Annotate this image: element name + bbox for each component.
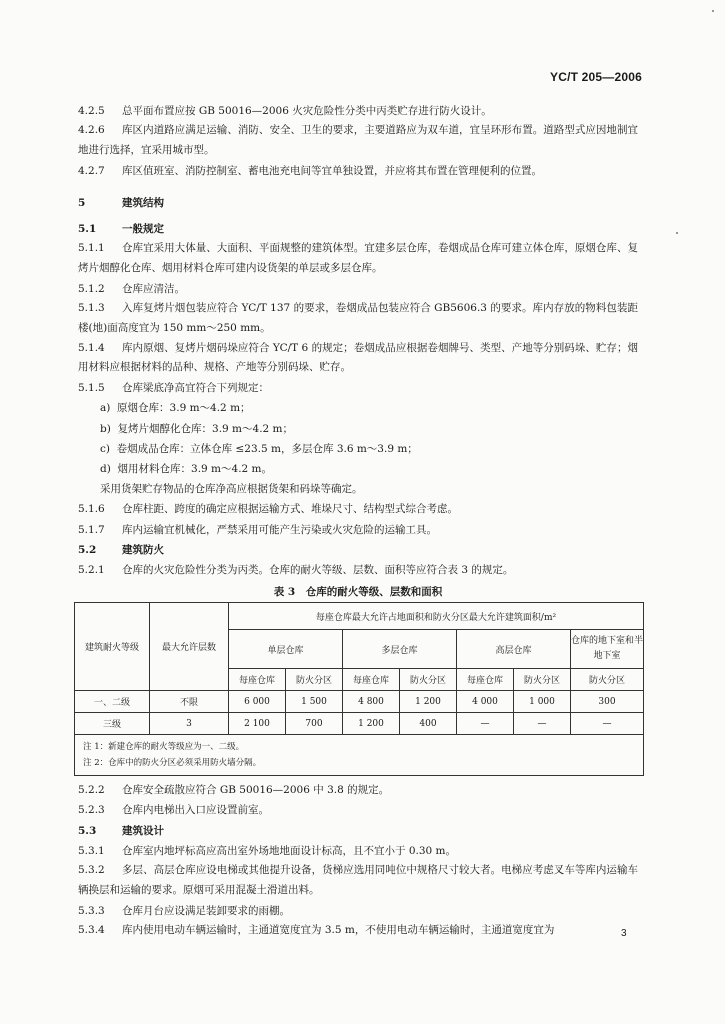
cell-grade: 一、二级	[75, 691, 150, 713]
clause-number: 4.2.6	[78, 124, 105, 137]
group-basement: 仓库的地下室和半地下室	[571, 630, 644, 669]
section-5-1-heading	[78, 219, 638, 239]
sub-header: 防火分区	[400, 669, 457, 691]
clause-4-2-7	[78, 161, 638, 181]
sub-header: 每座仓库	[343, 669, 400, 691]
clause-5-3-4	[78, 921, 638, 941]
clause-text: 仓库梁底净高宜符合下列规定：	[122, 382, 269, 395]
page-number: 3	[621, 928, 627, 939]
cell-value: 1 200	[400, 691, 457, 713]
list-item	[78, 419, 638, 439]
group-multi: 多层仓库	[343, 630, 457, 669]
clause-5-1-2	[78, 279, 638, 299]
clause-number: 5.1.4	[78, 341, 105, 354]
cell-value: 700	[286, 713, 343, 735]
section-number: 5.3	[78, 824, 97, 837]
clause-text: 仓库的火灾危险性分类为丙类。仓库的耐火等级、层数、面积等应符合表 3 的规定。	[122, 564, 514, 577]
cell-value: 2 100	[229, 713, 286, 735]
clause-5-2-2	[78, 780, 638, 800]
clause-5-1-3	[78, 299, 638, 339]
cell-value: —	[457, 713, 514, 735]
scan-speck	[676, 232, 678, 234]
clause-text: 库区值班室、消防控制室、蓄电池充电间等宜单独设置，并应将其布置在管理便利的位置。	[122, 164, 542, 177]
clause-text: 多层、高层仓库应设电梯或其他提升设备，货梯应选用同吨位中规格尺寸较大者。电梯应考虑叉车等库内运输车辆换层和运输的要求。原烟可采用混凝土滑道出料。	[78, 864, 638, 896]
table-row	[75, 691, 644, 713]
clause-number: 5.2.3	[78, 804, 105, 817]
list-text: 复烤片烟醇化仓库：3.9 m～4.2 m；	[117, 422, 294, 435]
group-high: 高层仓库	[457, 630, 571, 669]
table-note: 注 2：仓库中的防火分区必须采用防火墙分隔。	[83, 758, 262, 769]
table-note: 注 1：新建仓库的耐火等级应为一、二级。	[83, 742, 245, 753]
cell-value: —	[571, 713, 644, 735]
list-label: d)	[100, 463, 111, 475]
list-item	[78, 439, 638, 459]
sub-header: 防火分区	[571, 669, 644, 691]
document-body	[78, 101, 644, 941]
fire-resistance-table	[74, 602, 644, 776]
clause-text: 仓库月台应设满足装卸要求的雨棚。	[122, 904, 290, 917]
clause-text: 仓库应清洁。	[122, 282, 185, 295]
clause-text: 仓库柱距、跨度的确定应根据运输方式、堆垛尺寸、结构型式综合考虑。	[122, 503, 458, 516]
sub-header: 防火分区	[286, 669, 343, 691]
clause-number: 5.1.5	[78, 382, 105, 395]
clause-text: 仓库宜采用大体量、大面积、平面规整的建筑体型。宜建多层仓库，卷烟成品仓库可建立体仓库，原烟仓库、复烤片烟醇化仓库、烟用材料仓库可建内设货架的单层或多层仓库。	[78, 242, 638, 274]
cell-grade: 三级	[75, 713, 150, 735]
clause-number: 5.2.2	[78, 784, 105, 797]
section-title: 建筑防火	[122, 543, 164, 556]
sub-header: 每座仓库	[229, 669, 286, 691]
list-text: 原烟仓库：3.9 m～4.2 m；	[117, 402, 251, 415]
list-label: b)	[100, 422, 111, 435]
list-item	[78, 398, 638, 418]
cell-value: 6 000	[229, 691, 286, 713]
clause-5-1-4	[78, 339, 638, 379]
list-label: c)	[100, 442, 110, 455]
cell-value: 1 000	[514, 691, 571, 713]
clause-number: 5.1.6	[78, 503, 105, 516]
chapter-title: 建筑结构	[122, 197, 164, 209]
clause-4-2-6	[78, 121, 638, 161]
cell-value: —	[514, 713, 571, 735]
clause-number: 5.1.1	[78, 242, 105, 255]
list-item	[78, 459, 638, 479]
table-notes	[75, 735, 644, 776]
section-title: 建筑设计	[122, 824, 164, 837]
sub-header: 防火分区	[514, 669, 571, 691]
clause-5-1-6	[78, 499, 638, 519]
section-5-3-heading	[78, 821, 638, 841]
clause-number: 5.1.7	[78, 523, 105, 536]
clause-text: 总平面布置应按 GB 50016—2006 火灾危险性分类中丙类贮存进行防火设计。	[122, 105, 492, 117]
section-number: 5.1	[78, 223, 97, 235]
scan-speck	[712, 10, 714, 12]
clause-5-1-5-tail: 采用货架贮存物品的仓库净高应根据货架和码垛等确定。	[100, 483, 363, 496]
group-single: 单层仓库	[229, 630, 343, 669]
clause-text: 仓库安全疏散应符合 GB 50016—2006 中 3.8 的规定。	[122, 784, 390, 797]
clause-5-1-7	[78, 520, 638, 540]
clause-5-2-1	[78, 560, 638, 580]
sub-header: 每座仓库	[457, 669, 514, 691]
cell-value: 1 500	[286, 691, 343, 713]
clause-number: 5.1.3	[78, 302, 105, 314]
clause-number: 5.3.2	[78, 864, 105, 877]
clause-number: 5.3.1	[78, 844, 105, 857]
clause-text: 库区内道路应满足运输、消防、安全、卫生的要求，主要道路应为双车道，宜呈环形布置。道路型式应因地制宜地进行选择，宜采用城市型。	[78, 124, 638, 156]
table-row	[75, 713, 644, 735]
chapter-number: 5	[78, 197, 86, 209]
clause-5-3-2	[78, 861, 638, 901]
list-text: 卷烟成品仓库：立体仓库 ≤23.5 m，多层仓库 3.6 m～3.9 m；	[116, 442, 418, 455]
cell-value: 4 000	[457, 691, 514, 713]
section-title: 一般规定	[122, 223, 164, 235]
clause-4-2-5	[78, 101, 638, 121]
clause-5-1-5	[78, 378, 638, 398]
cell-value: 400	[400, 713, 457, 735]
clause-text: 库内使用电动车辆运输时，主通道宽度宜为 3.5 m，不使用电动车辆运输时，主通道宽度宜为	[122, 923, 555, 936]
cell-value: 4 800	[343, 691, 400, 713]
cell-value: 300	[571, 691, 644, 713]
cell-floors: 不限	[150, 691, 229, 713]
clause-text: 库内运输宜机械化，严禁采用可能产生污染或火灾危险的运输工具。	[122, 523, 437, 536]
section-number: 5.2	[78, 543, 97, 556]
clause-number: 4.2.5	[78, 105, 105, 117]
section-5-2-heading	[78, 540, 638, 560]
header-area-super: 每座仓库最大允许占地面积和防火分区最大允许建筑面积/m²	[229, 603, 644, 630]
clause-number: 5.2.1	[78, 564, 105, 577]
standard-code: YC/T 205—2006	[550, 70, 642, 84]
clause-number: 4.2.7	[78, 164, 105, 177]
clause-number: 5.3.4	[78, 923, 105, 936]
clause-text: 库内原烟、复烤片烟码垛应符合 YC/T 6 的规定；卷烟成品应根据卷烟牌号、类型、产地等分别码垛、贮存；烟用材料应根据材料的品种、规格、产地等分别码垛、贮存。	[78, 341, 638, 374]
table-3-title: 表 3 仓库的耐火等级、层数和面积	[273, 586, 443, 599]
clause-text: 仓库室内地坪标高应高出室外场地地面设计标高，且不宜小于 0.30 m。	[122, 844, 457, 857]
cell-value: 1 200	[343, 713, 400, 735]
chapter-5-heading	[78, 193, 638, 213]
clause-5-3-1	[78, 841, 638, 861]
clause-text: 仓库内电梯出入口应设置前室。	[122, 804, 269, 817]
header-grade: 建筑耐火等级	[75, 603, 150, 691]
list-label: a)	[100, 402, 111, 415]
clause-5-1-1	[78, 239, 638, 279]
clause-5-2-3	[78, 800, 638, 820]
clause-text: 入库复烤片烟包装应符合 YC/T 137 的要求，卷烟成品包装应符合 GB5606.3 的要求。库内存放的物料包装距楼(地)面高度宜为 150 mm～250 mm。	[78, 302, 638, 334]
header-floors: 最大允许层数	[150, 603, 229, 691]
cell-floors: 3	[150, 713, 229, 735]
clause-number: 5.3.3	[78, 904, 105, 917]
list-text: 烟用材料仓库：3.9 m～4.2 m。	[117, 463, 273, 475]
clause-5-3-3	[78, 901, 638, 921]
clause-number: 5.1.2	[78, 282, 105, 295]
